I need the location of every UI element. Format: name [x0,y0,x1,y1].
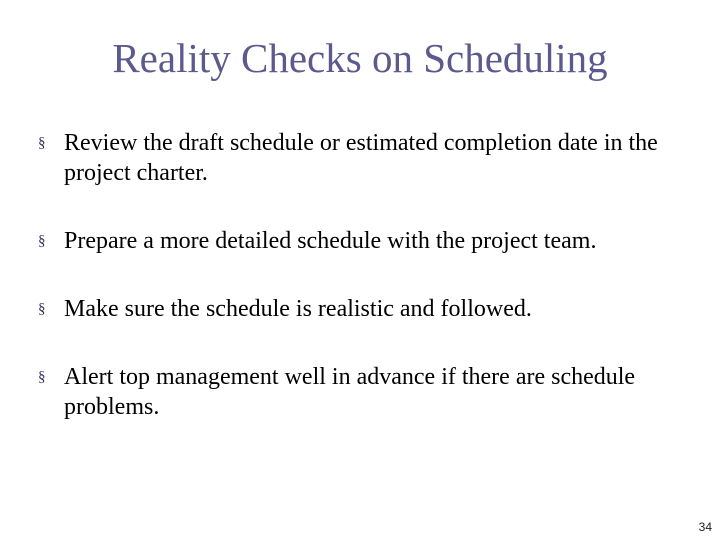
bullet-item [38,294,698,324]
slide-title: Reality Checks on Scheduling [112,35,608,81]
bullet-item [38,226,698,256]
bullet-marker-icon: § [38,135,46,151]
bullet-text: Prepare a more detailed schedule with the project team. [64,228,597,254]
page-number: 34 [698,520,712,534]
bullet-text: Make sure the schedule is realistic and followed. [64,296,532,322]
bullet-marker-icon: § [38,369,46,385]
bullet-marker-icon: § [38,301,46,317]
bullet-marker-icon: § [38,233,46,249]
bullet-text: Alert top management well in advance if there are schedule problems. [64,364,636,420]
bullet-item [38,128,698,188]
bullet-text: Review the draft schedule or estimated completion date in the project charter. [64,130,658,186]
bullet-item [38,362,698,422]
